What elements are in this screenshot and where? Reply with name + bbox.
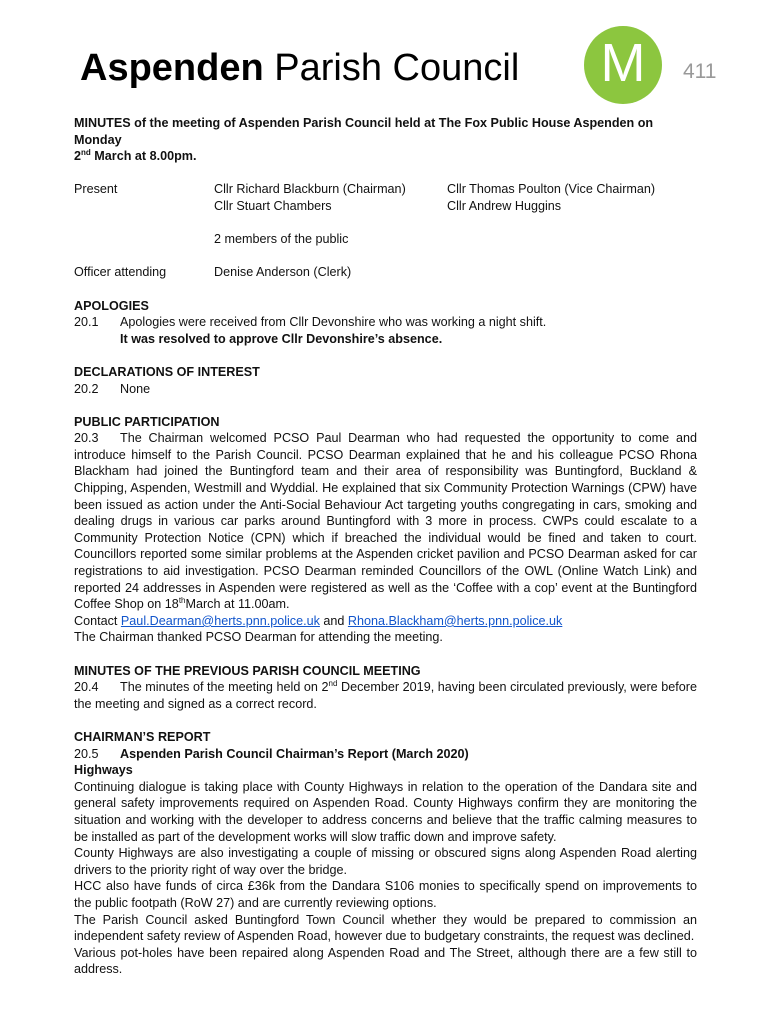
officer-name: Denise Anderson (Clerk)	[214, 265, 352, 280]
report-paragraph: HCC also have funds of circa £36k from the Dandara S106 monies to specifically spend on improvements to the public footpath (RoW 27) and are currently reviewing options.	[74, 879, 697, 910]
item-number: 20.2	[74, 381, 99, 396]
chairmans-report-heading: CHAIRMAN’S REPORT	[74, 729, 211, 744]
item-number: 20.4	[74, 680, 99, 695]
intro-date-rest: March at 8.00pm.	[90, 149, 197, 164]
public-participation-text-end: March at 11.00am.	[185, 597, 290, 612]
present-member: Cllr Stuart Chambers	[214, 198, 332, 213]
minutes-intro	[74, 115, 697, 165]
report-paragraph: The Parish Council asked Buntingford Town Council whether they would be prepared to commission an independent safety review of Aspenden Road, however due to budgetary constraints, the request was declined.	[74, 912, 697, 944]
present-member: Cllr Thomas Poulton (Vice Chairman)	[447, 182, 656, 197]
public-participation-text: The Chairman welcomed PCSO Paul Dearman who had requested the opportunity to come and introduce himself to the Parish Council. PCSO Dearman explained that he and his colleague PCSO Rhona Blackham had joined the Buntingford team and their area of responsibility was Buntingford, Buckland & Chipping, Aspenden, Westmill and Wyddial. He explained that six Community Protection Warnings (CPW) have been issued as action under the Anti-Social Behaviour Act targeting youths congregating in cars, smoking and dealing drugs in various car parks around Buntingford with 3 more in process. CWPs could escalate to a Community Protection Notice (CPN) which if breached the individual would be fined and taken to court. Councillors reported some similar problems at the Aspenden cricket pavilion and PCSO Dearman asked for car registrations to aid investigation. PCSO Dearman reminded Councillors of the OWL (Online Watch Link) and reported 24 addresses in Aspenden were registered as well as the ‘Coffee with a cop’ event at the Buntingford Coffee Shop on 18	[74, 431, 697, 612]
minutes-body	[74, 115, 697, 978]
public-participation-item	[74, 430, 697, 613]
apologies-item	[74, 314, 697, 331]
intro-date-day: 2	[74, 149, 82, 164]
present-column-2	[447, 181, 655, 214]
thanks-line: The Chairman thanked PCSO Dearman for attending the meeting.	[74, 630, 443, 645]
contact-label: Contact	[74, 613, 121, 628]
apologies-resolution: It was resolved to approve Cllr Devonshire’s absence.	[120, 331, 443, 346]
present-member: Cllr Richard Blackburn (Chairman)	[214, 182, 406, 197]
declarations-text: None	[120, 381, 151, 396]
council-title-rest: Parish Council	[263, 47, 520, 89]
present-member: Cllr Andrew Huggins	[447, 198, 562, 213]
present-label: Present	[74, 182, 118, 197]
report-paragraph: Various pot-holes have been repaired along Aspenden Road and The Street, although there are a few still to address.	[74, 945, 697, 977]
intro-date-suffix: nd	[81, 148, 91, 157]
apologies-heading: APOLOGIES	[74, 298, 149, 313]
report-paragraph: Continuing dialogue is taking place with County Highways in relation to the operation of the Dandara site and general safety improvements required on Aspenden Road. County Highways confirm they are monitoring the situation and working with the developer to address concerns and believe that the traffic calming measures to be installed as part of the development works will slow traffic down and improve safety.	[74, 779, 697, 844]
chairmans-report-title: Aspenden Parish Council Chairman’s Report (March 2020)	[120, 746, 469, 761]
page-number: 411	[683, 60, 717, 83]
council-logo	[584, 26, 662, 104]
apologies-text: Apologies were received from Cllr Devonshire who was working a night shift.	[120, 315, 547, 330]
officer-label: Officer attending	[74, 265, 167, 280]
present-column-1	[214, 181, 447, 214]
date-suffix: nd	[328, 679, 338, 688]
email-link-dearman[interactable]: Paul.Dearman@herts.pnn.police.uk	[120, 613, 320, 628]
public-attendance	[74, 231, 697, 248]
public-participation-heading: PUBLIC PARTICIPATION	[74, 414, 220, 429]
date-suffix: th	[178, 596, 186, 606]
contact-and: and	[319, 613, 348, 628]
present-section	[74, 181, 697, 214]
previous-minutes-heading: MINUTES OF THE PREVIOUS PARISH COUNCIL MEETING	[74, 663, 421, 678]
officer-section	[74, 264, 697, 281]
email-link-blackham[interactable]: Rhona.Blackham@herts.pnn.police.uk	[347, 613, 563, 628]
declarations-heading: DECLARATIONS OF INTEREST	[74, 364, 260, 379]
previous-minutes-text: The minutes of the meeting held on 2	[120, 680, 329, 695]
contact-line	[74, 613, 697, 630]
council-title	[80, 44, 519, 92]
public-count: 2 members of the public	[214, 232, 349, 247]
previous-minutes-text-end: December 2019, having been circulated previously, were before the meeting and signed as a correct record.	[74, 680, 697, 711]
intro-line1: MINUTES of the meeting of Aspenden Parish Council held at The Fox Public House Aspenden on Monday	[74, 116, 654, 147]
logo-letter: M	[600, 33, 646, 93]
item-number: 20.5	[74, 746, 99, 761]
declarations-item	[74, 381, 697, 398]
item-number: 20.1	[74, 315, 99, 330]
chairmans-report-item	[74, 746, 697, 763]
previous-minutes-item	[74, 679, 697, 712]
report-paragraph: County Highways are also investigating a couple of missing or obscured signs along Aspenden Road alerting drivers to the priority right of way over the bridge.	[74, 846, 697, 877]
item-number: 20.3	[74, 431, 99, 446]
council-title-bold: Aspenden	[80, 47, 264, 89]
highways-subheading: Highways	[74, 763, 133, 778]
